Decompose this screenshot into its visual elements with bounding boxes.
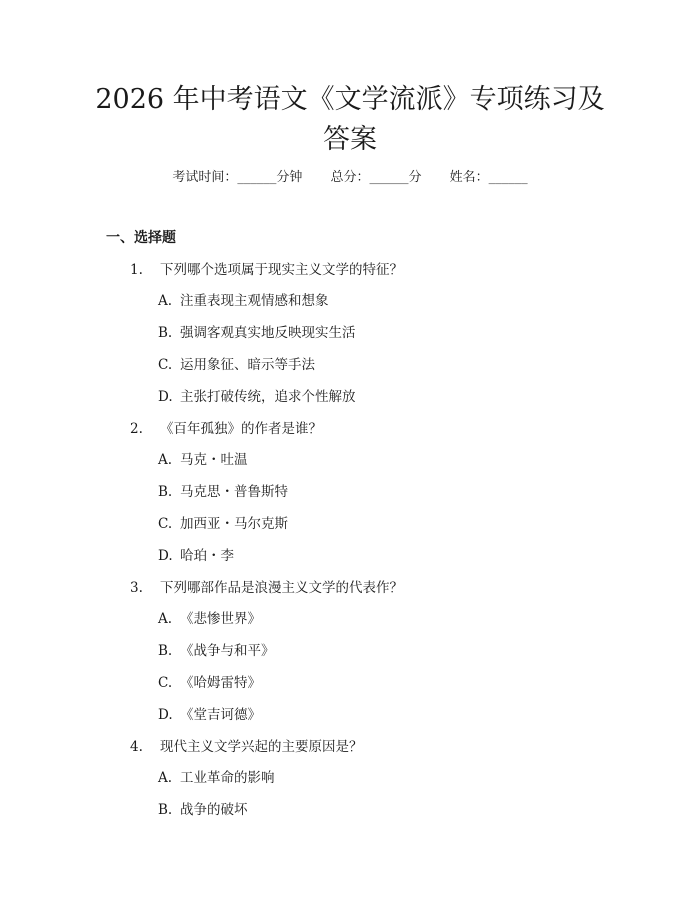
option-a [0,766,700,798]
option-text: 战争的破坏 [180,802,248,818]
exam-time-label: 考试时间：______分钟 [172,170,303,185]
question-item [0,417,700,576]
option-text: 《悲惨世界》 [180,611,261,627]
option-text: 加西亚・马尔克斯 [180,516,288,532]
option-text: 《哈姆雷特》 [180,675,261,691]
document-title: 2026 年中考语文《文学流派》专项练习及答案 [95,84,605,155]
total-score-label: 总分：______分 [330,170,422,185]
question-stem [0,576,700,607]
option-letter: D. [158,707,173,723]
student-name-label: 姓名：______ [449,170,528,185]
question-text: 现代主义文学兴起的主要原因是？ [160,739,363,755]
exam-meta [0,168,700,188]
question-number: 3. [130,580,143,596]
option-c [0,512,700,544]
option-letter: A. [158,770,173,786]
option-text: 强调客观真实地反映现实生活 [180,325,356,341]
question-list [0,258,700,830]
option-d [0,385,700,417]
question-number: 2. [130,421,143,437]
option-text: 注重表现主观情感和想象 [180,293,329,309]
option-b [0,480,700,512]
option-letter: B. [158,802,173,818]
question-text: 下列哪个选项属于现实主义文学的特征？ [160,262,403,278]
option-b [0,798,700,830]
option-text: 马克思・普鲁斯特 [180,484,288,500]
question-item [0,576,700,735]
option-letter: A. [158,611,173,627]
option-letter: A. [158,452,173,468]
option-c [0,671,700,703]
question-item [0,258,700,417]
question-text: 下列哪部作品是浪漫主义文学的代表作？ [160,580,403,596]
option-b [0,639,700,671]
option-letter: B. [158,643,173,659]
option-text: 马克・吐温 [180,452,248,468]
option-b [0,321,700,353]
option-a [0,289,700,321]
option-text: 《堂吉诃德》 [180,707,261,723]
option-c [0,353,700,385]
question-stem [0,258,700,289]
option-letter: D. [158,389,173,405]
option-text: 哈珀・李 [180,548,234,564]
option-letter: D. [158,548,173,564]
option-letter: C. [158,516,173,532]
option-a [0,607,700,639]
option-text: 《战争与和平》 [180,643,275,659]
question-number: 1. [130,262,143,278]
option-letter: C. [158,357,173,373]
question-item [0,735,700,830]
option-letter: A. [158,293,173,309]
option-letter: B. [158,325,173,341]
option-text: 主张打破传统，追求个性解放 [180,389,356,405]
option-a [0,448,700,480]
option-d [0,703,700,735]
option-text: 运用象征、暗示等手法 [180,357,315,373]
question-stem [0,735,700,766]
question-text: 《百年孤独》的作者是谁？ [160,421,322,437]
option-letter: C. [158,675,173,691]
option-text: 工业革命的影响 [180,770,275,786]
option-letter: B. [158,484,173,500]
question-number: 4. [130,739,143,755]
section-heading: 一、选择题 [106,230,176,246]
option-d [0,544,700,576]
question-stem [0,417,700,448]
